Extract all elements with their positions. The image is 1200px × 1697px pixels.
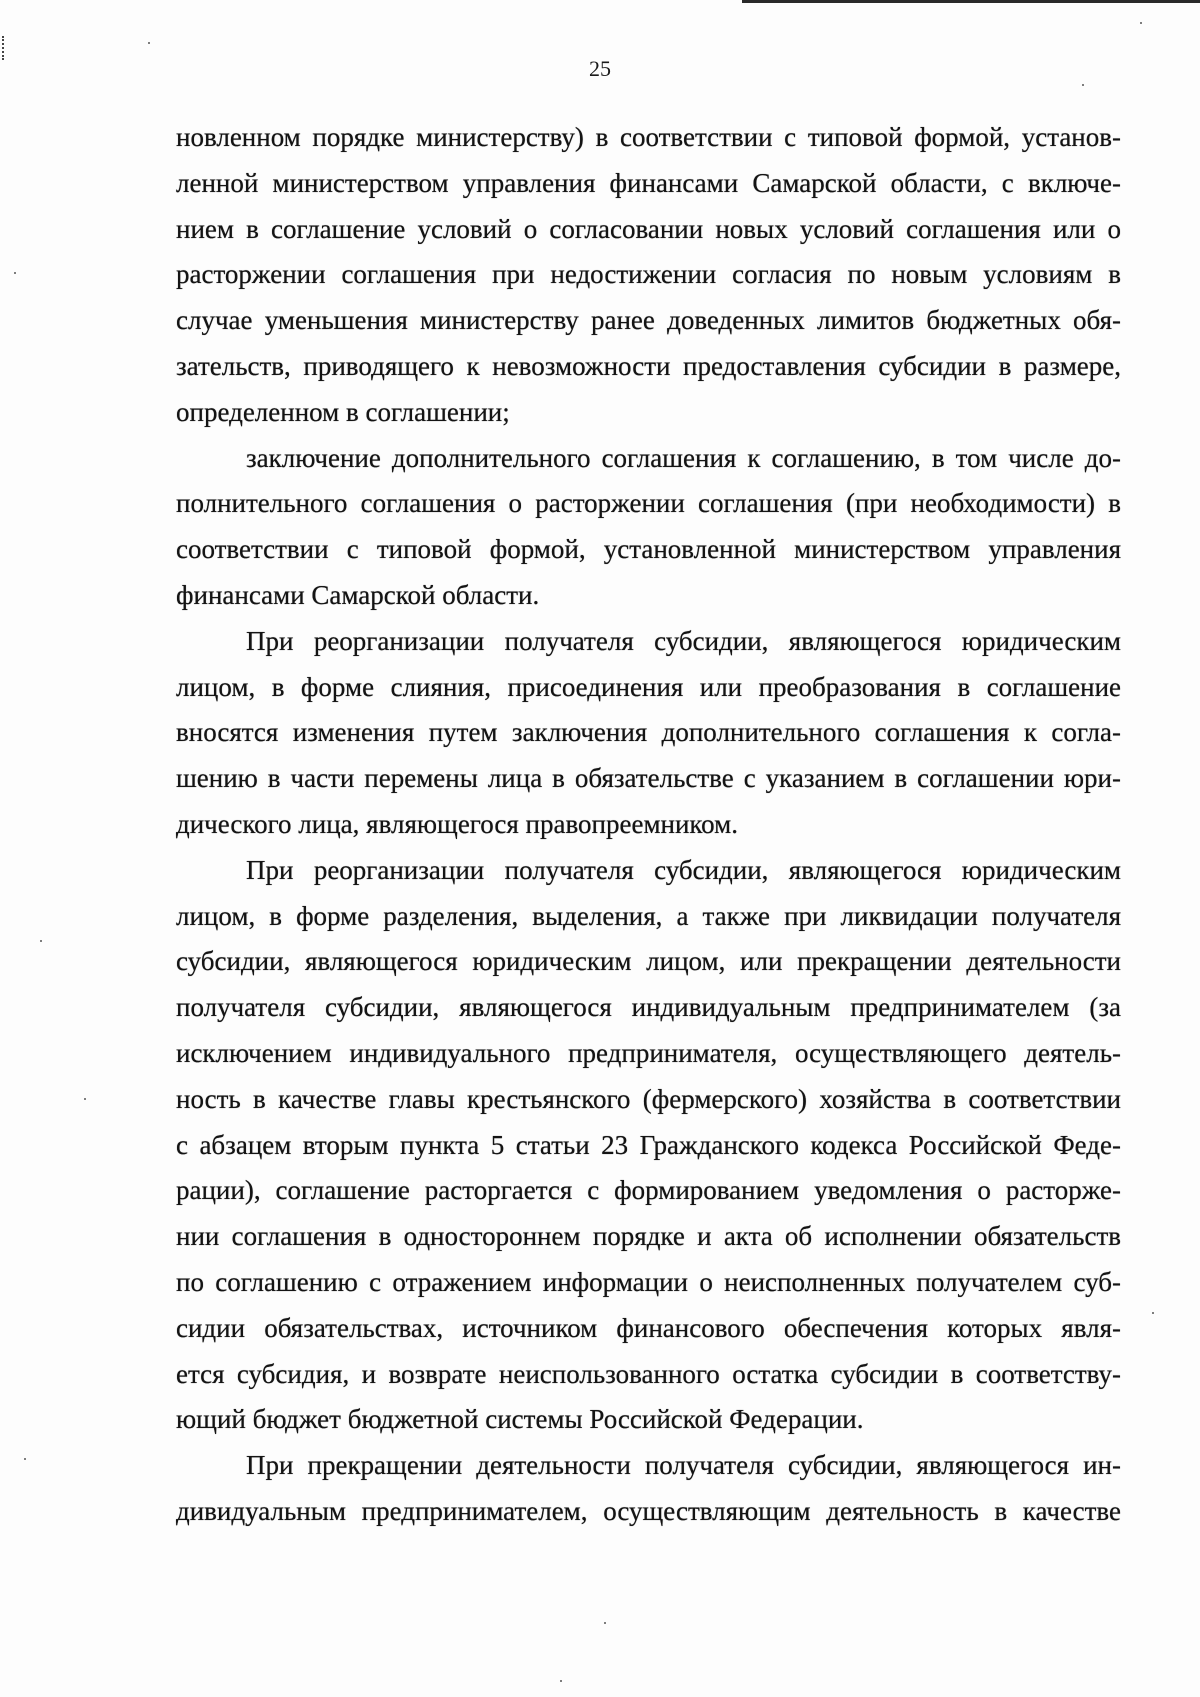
paragraph bbox=[176, 436, 1121, 619]
scan-speck bbox=[14, 272, 16, 274]
text-line: дивидуальным предпринимателем, осуществляющим деятельность в качестве bbox=[176, 1495, 1121, 1526]
scan-speck bbox=[148, 42, 150, 44]
text-line: по соглашению с отражением информации о неисполненных получателем суб- bbox=[176, 1266, 1121, 1297]
text-line: шению в части перемены лица в обязательстве с указанием в соглашении юри- bbox=[176, 763, 1121, 794]
text-line: полнительного соглашения о расторжении соглашения (при необходимости) в bbox=[176, 488, 1121, 519]
document-body bbox=[176, 115, 1121, 1535]
paragraph bbox=[176, 1443, 1121, 1535]
text-line: ленной министерством управления финансами Самарской области, с включе- bbox=[176, 167, 1121, 198]
text-line: заключение дополнительного соглашения к соглашению, в том числе до- bbox=[246, 442, 1121, 473]
text-line: При реорганизации получателя субсидии, являющегося юридическим bbox=[246, 625, 1121, 656]
text-line: нием в соглашение условий о согласовании новых условий соглашения или о bbox=[176, 213, 1121, 244]
text-line: ется субсидия, и возврате неиспользованного остатка субсидии в соответству- bbox=[176, 1358, 1121, 1389]
text-line: зательств, приводящего к невозможности предоставления субсидии в размере, bbox=[176, 350, 1121, 381]
scan-speck bbox=[604, 1622, 606, 1624]
text-line: исключением индивидуального предпринимателя, осуществляющего деятель- bbox=[176, 1037, 1121, 1068]
text-line: рации), соглашение расторгается с формированием уведомления о расторже- bbox=[176, 1175, 1121, 1206]
text-line: с абзацем вторым пункта 5 статьи 23 Гражданского кодекса Российской Феде- bbox=[176, 1129, 1121, 1160]
scan-speck bbox=[1152, 1312, 1154, 1314]
text-line: сидии обязательствах, источником финансового обеспечения которых явля- bbox=[176, 1312, 1121, 1343]
text-line: определенном в соглашении; bbox=[176, 396, 510, 427]
text-line: новленном порядке министерству) в соответствии с типовой формой, установ- bbox=[176, 122, 1121, 152]
scan-speck bbox=[40, 940, 42, 942]
text-line: финансами Самарской области. bbox=[176, 579, 540, 610]
text-line: ность в качестве главы крестьянского (фермерского) хозяйства в соответствии bbox=[176, 1083, 1121, 1114]
paragraph bbox=[176, 619, 1121, 848]
text-line: лицом, в форме слияния, присоединения или преобразования в соглашение bbox=[176, 671, 1121, 702]
text-line: получателя субсидии, являющегося индивидуальным предпринимателем (за bbox=[176, 992, 1121, 1023]
paragraph bbox=[176, 115, 1121, 436]
scan-speck bbox=[1082, 84, 1084, 86]
text-line: соответствии с типовой формой, установленной министерством управления bbox=[176, 534, 1121, 565]
text-line: дического лица, являющегося правопреемником. bbox=[176, 808, 739, 839]
paragraph bbox=[176, 848, 1121, 1443]
scan-speck bbox=[24, 1458, 26, 1460]
scan-top-edge bbox=[742, 0, 1200, 3]
text-line: При реорганизации получателя субсидии, являющегося юридическим bbox=[246, 854, 1121, 885]
scan-speck bbox=[84, 1098, 86, 1100]
text-line: При прекращении деятельности получателя субсидии, являющегося ин- bbox=[246, 1450, 1121, 1481]
text-line: вносятся изменения путем заключения дополнительного соглашения к согла- bbox=[176, 717, 1121, 748]
scan-speck bbox=[560, 1680, 562, 1682]
text-line: субсидии, являющегося юридическим лицом, или прекращении деятельности bbox=[176, 946, 1121, 977]
text-line: ющий бюджет бюджетной системы Российской Федерации. bbox=[176, 1404, 864, 1435]
text-line: случае уменьшения министерству ранее доведенных лимитов бюджетных обя- bbox=[176, 305, 1121, 336]
page-number: 25 bbox=[589, 56, 611, 81]
scan-speck bbox=[1140, 22, 1142, 24]
text-line: лицом, в форме разделения, выделения, а также при ликвидации получателя bbox=[176, 900, 1121, 931]
text-line: расторжении соглашения при недостижении согласия по новым условиям в bbox=[176, 259, 1121, 290]
text-line: нии соглашения в одностороннем порядке и акта об исполнении обязательств bbox=[176, 1221, 1121, 1252]
